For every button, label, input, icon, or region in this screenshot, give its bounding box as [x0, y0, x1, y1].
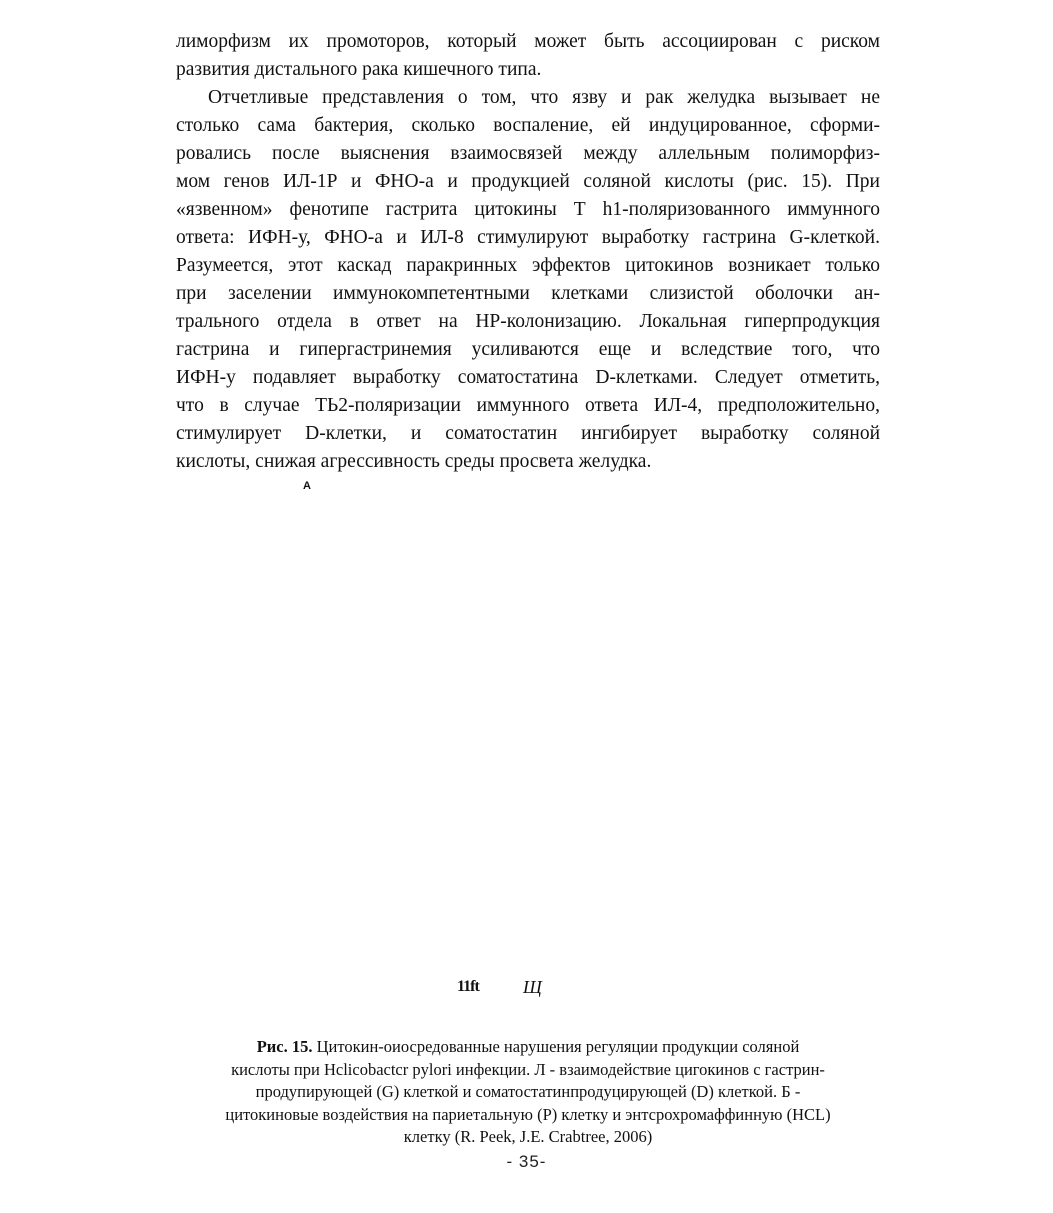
figure-caption: [176, 1036, 880, 1149]
text-line: Отчетливые представления о том, что язву и рак желудка вызывает не: [208, 87, 880, 108]
caption-line: кислоты при Hclicobactcr pylori инфекции. Л - взаимодействие цигокинов с гастрин-: [231, 1059, 825, 1079]
text-line: лиморфизм их промоторов, который может быть ассоциирован с риском: [176, 31, 880, 52]
caption-line: [176, 1036, 880, 1059]
figure-panel-marker-a: A: [303, 480, 311, 492]
text-line: ответа: ИФН-у, ФНО-а и ИЛ-8 стимулируют выработку гастрина G-клеткой.: [176, 227, 880, 248]
text-line: ровались после выяснения взаимосвязей между аллельным полиморфиз-: [176, 143, 880, 164]
caption-line: цитокиновые воздействия на париетальную (Р) клетку и энтсрохромаффинную (HCL): [225, 1104, 831, 1124]
page-number: - 35-: [506, 1152, 547, 1171]
text-line: при заселении иммунокомпетентными клетками слизистой оболочки ан-: [176, 283, 880, 304]
text-line: ИФН-у подавляет выработку соматостатина D-клетками. Следует отметить,: [176, 367, 880, 388]
text-line: гастрина и гипергастринемия усиливаются еще и вследствие того, что: [176, 339, 880, 360]
figure-ocr-fragment: Щ: [523, 977, 542, 997]
text-line: что в случае ТЬ2-поляризации иммунного ответа ИЛ-4, предположительно,: [176, 395, 880, 416]
text-line: «язвенном» фенотипе гастрита цитокины Т h1-поляризованного иммунного: [176, 199, 880, 220]
caption-label: Рис. 15.: [256, 1037, 313, 1056]
text-line: трального отдела в ответ на НР-колонизацию. Локальная гиперпродукция: [176, 311, 880, 332]
caption-text: Цитокин-оиосредованные нарушения регуляции продукции соляной: [312, 1037, 800, 1056]
text-line: кислоты, снижая агрессивность среды просвета желудка.: [176, 451, 652, 472]
text-line: столько сама бактерия, сколько воспаление, ей индуцированное, сформи-: [176, 115, 880, 136]
figure-image-area: [176, 500, 880, 970]
text-line: развития дистального рака кишечного типа.: [176, 59, 542, 80]
caption-line: клетку (R. Peek, J.E. Crabtree, 2006): [403, 1127, 653, 1147]
caption-line: продупирующей (G) клеткой и соматостатинпродуцирующей (D) клеткой. Б -: [255, 1082, 801, 1102]
text-line: Разумеется, этот каскад паракринных эффектов цитокинов возникает только: [176, 255, 880, 276]
text-line: мом генов ИЛ-1Р и ФНО-а и продукцией соляной кислоты (рис. 15). При: [176, 171, 880, 192]
text-line: стимулирует D-клетки, и соматостатин ингибирует выработку соляной: [176, 423, 880, 444]
figure-ocr-fragment: 11ft: [457, 978, 479, 995]
